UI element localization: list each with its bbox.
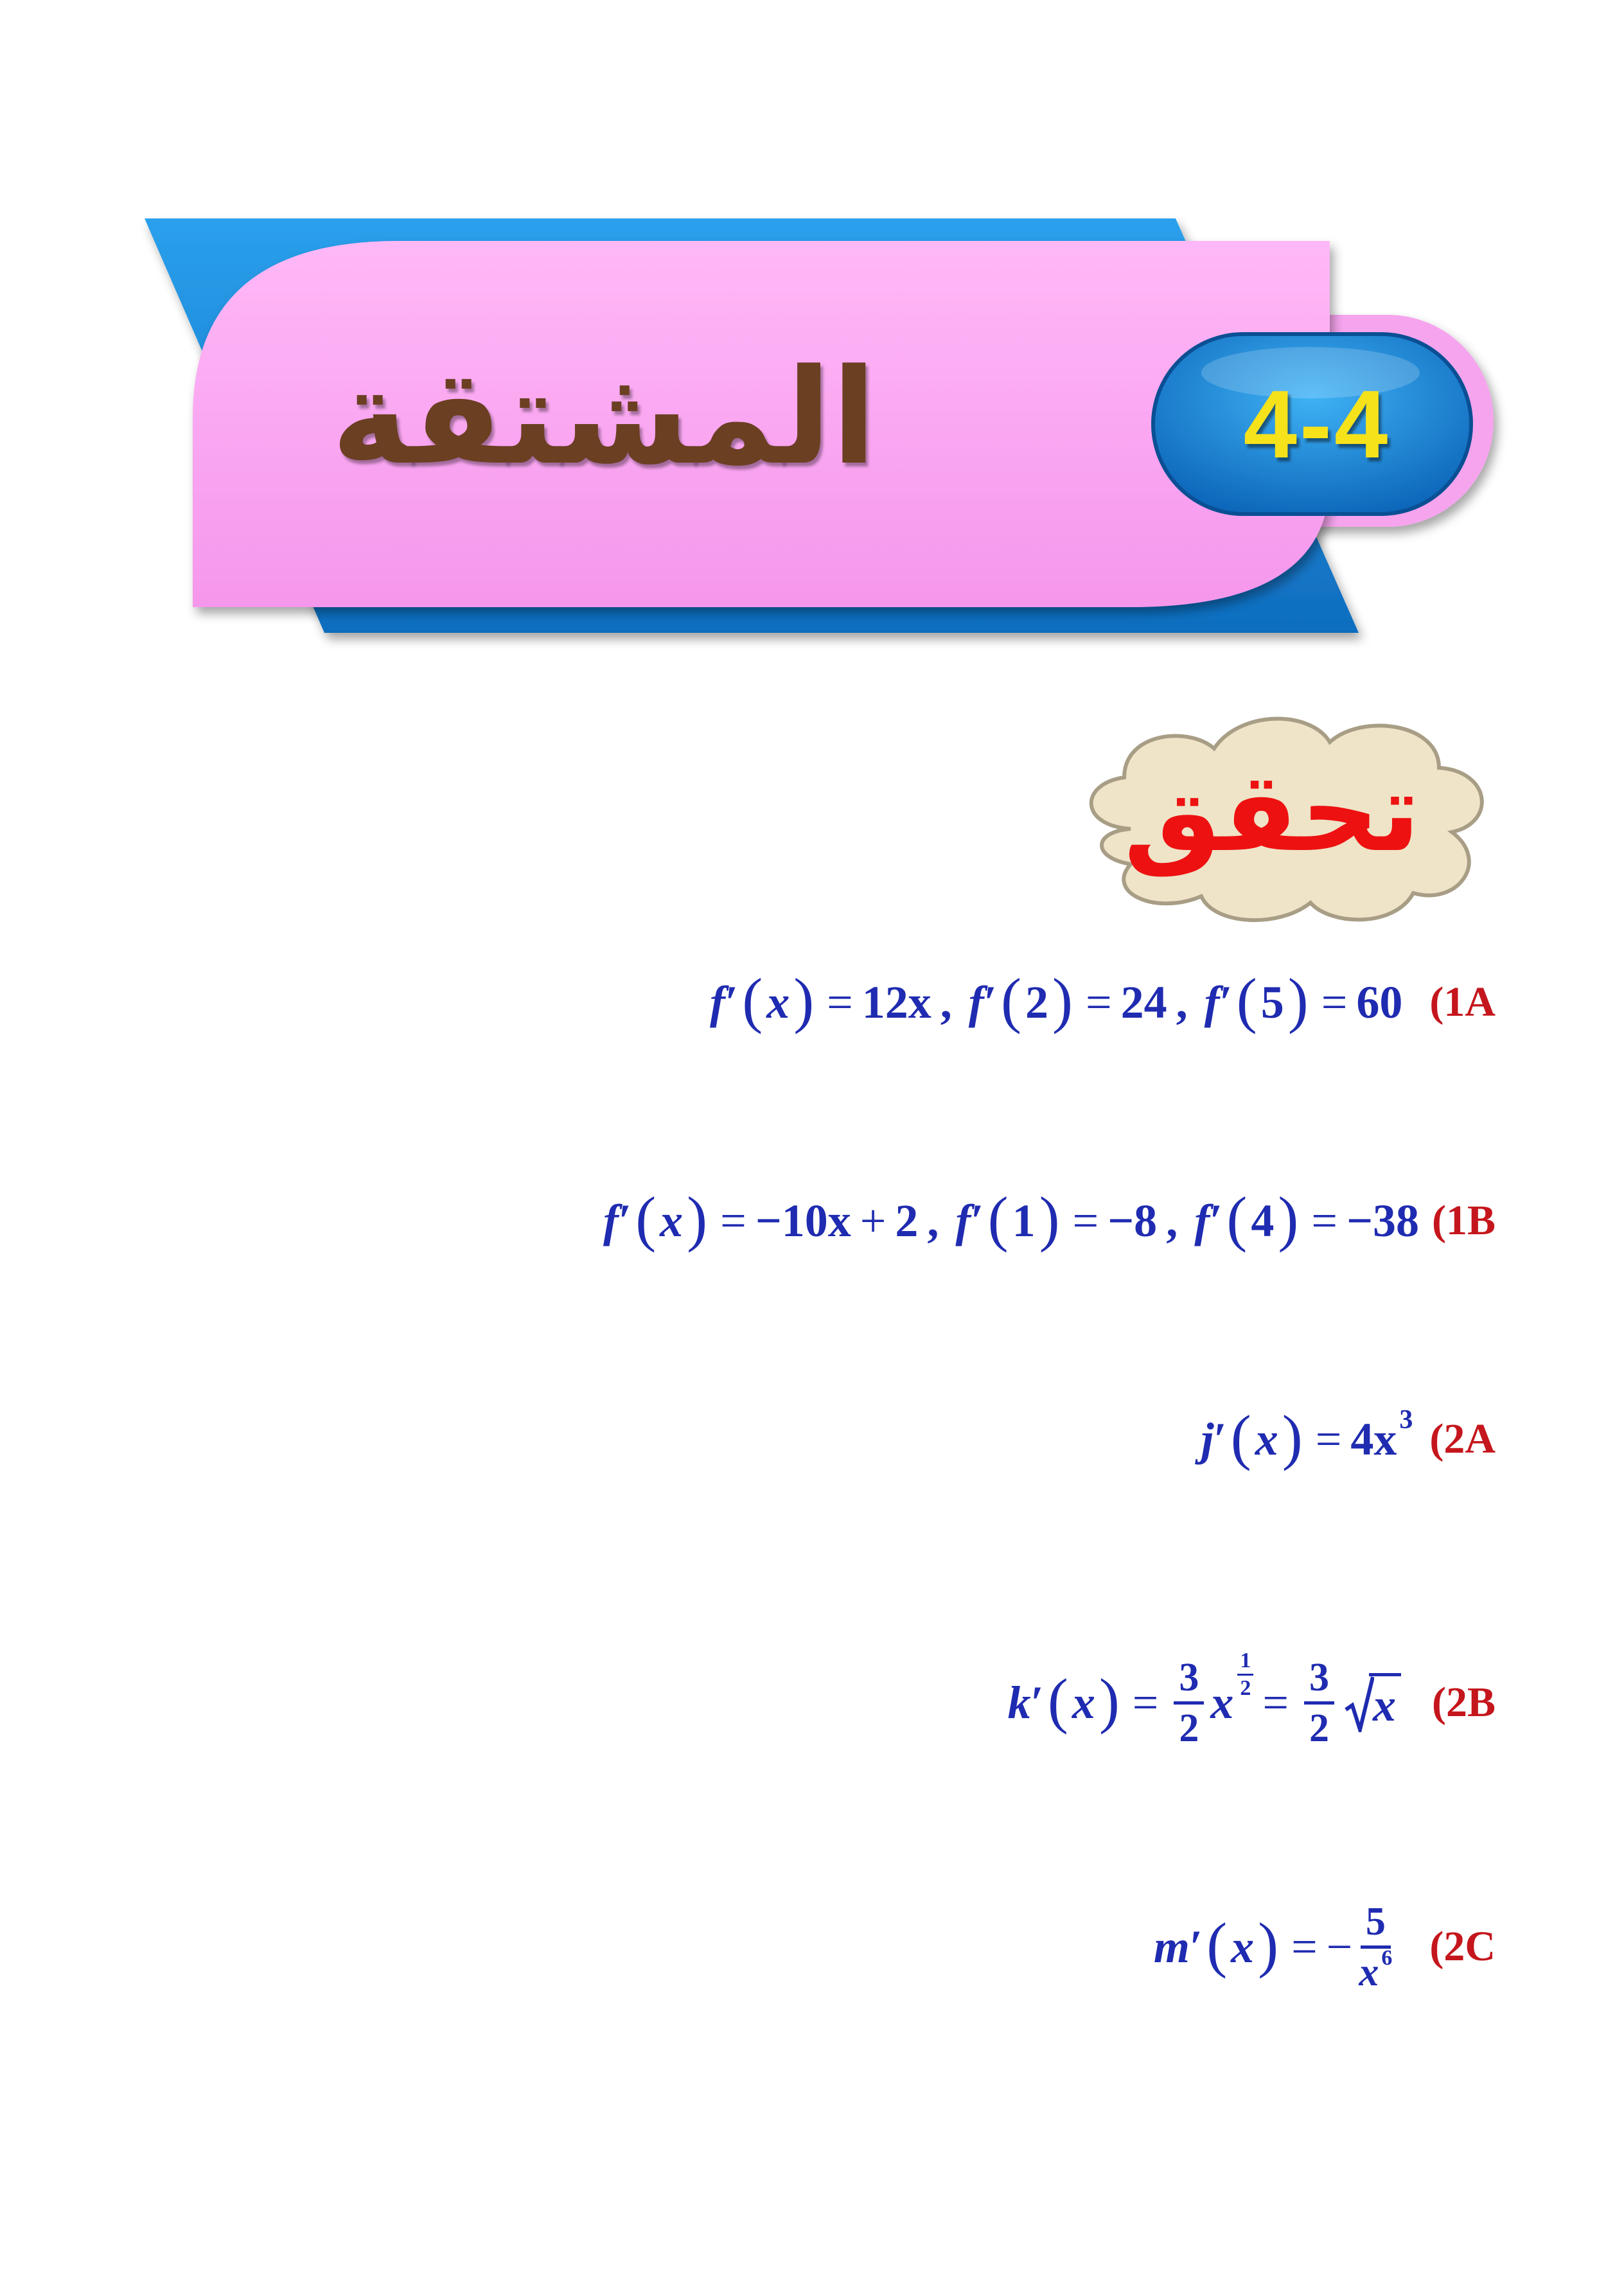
fraction — [1304, 1655, 1334, 1750]
exercise-1A — [710, 957, 1496, 1047]
paren: ( — [1226, 1183, 1248, 1253]
argument: 4 — [1251, 1194, 1275, 1246]
derivative-result: 4x — [1350, 1413, 1397, 1465]
fraction — [1174, 1655, 1204, 1750]
value: −38 — [1346, 1194, 1419, 1246]
comma: , — [1166, 1194, 1178, 1246]
lesson-number: 4-4 — [1243, 369, 1391, 478]
exercise-2C-expression — [1153, 1899, 1399, 1994]
plus-sign: + — [860, 1194, 887, 1246]
value: −8 — [1108, 1194, 1158, 1246]
exercise-2A — [1201, 1394, 1496, 1484]
equals-sign: = — [720, 1194, 746, 1246]
prime-mark: ′ — [971, 1194, 984, 1246]
variable: x — [660, 1194, 684, 1246]
prime-mark: ′ — [1210, 1194, 1223, 1246]
value: 24 — [1120, 976, 1167, 1028]
prime-mark: ′ — [725, 976, 739, 1028]
paren: ) — [1099, 1665, 1120, 1735]
argument: 1 — [1012, 1194, 1036, 1246]
func-name: f — [603, 1194, 619, 1246]
denominator-exponent: 6 — [1381, 1945, 1393, 1970]
exercise-2B-expression — [1007, 1648, 1401, 1750]
paren: ( — [742, 965, 763, 1034]
equals-sign: = — [827, 976, 853, 1028]
fraction-denominator: 2 — [1309, 1706, 1329, 1750]
exponent-denominator: 2 — [1240, 1676, 1251, 1700]
paren: ) — [1282, 1402, 1303, 1471]
prime-mark: ′ — [1219, 976, 1233, 1028]
exponent-fraction — [1237, 1650, 1253, 1699]
check-heading: تحقق — [1124, 749, 1420, 876]
prime-mark: ′ — [1189, 1920, 1203, 1972]
prime-mark: ′ — [1214, 1413, 1227, 1465]
func-name: f — [1204, 976, 1220, 1028]
exponent-numerator: 1 — [1237, 1650, 1253, 1676]
equals-sign: = — [1315, 1413, 1342, 1465]
argument: 5 — [1260, 976, 1284, 1028]
paren: ) — [1278, 1183, 1299, 1253]
derivative-result: 12x — [861, 976, 931, 1028]
func-name: j — [1201, 1413, 1214, 1465]
variable: x — [1231, 1920, 1255, 1972]
value: 60 — [1356, 976, 1403, 1028]
paren: ) — [1258, 1910, 1279, 1979]
variable: x — [766, 976, 790, 1028]
paren: ) — [793, 965, 815, 1034]
variable: x — [1072, 1676, 1095, 1728]
fraction-denominator: 2 — [1179, 1706, 1199, 1750]
func-name: f — [955, 1194, 971, 1246]
exercise-2B — [1008, 1645, 1496, 1760]
minus-sign: − — [1326, 1920, 1353, 1972]
paren: ( — [1047, 1665, 1068, 1735]
denominator-base: x — [1359, 1950, 1379, 1994]
lesson-title: المشتقة — [331, 341, 877, 494]
variable: x — [1255, 1413, 1278, 1465]
exercise-label: (1A — [1429, 979, 1496, 1025]
exercise-label: (1B — [1432, 1197, 1496, 1244]
comma: , — [1176, 976, 1188, 1028]
paren: ( — [1206, 1910, 1228, 1979]
paren: ( — [1236, 965, 1257, 1034]
fraction-denominator — [1359, 1945, 1393, 1994]
func-name: f — [710, 976, 725, 1028]
comma: , — [927, 1194, 939, 1246]
radicand: x — [1369, 1673, 1401, 1732]
prime-mark: ′ — [1030, 1676, 1044, 1728]
fraction — [1359, 1899, 1393, 1994]
exercise-2A-expression — [1201, 1404, 1413, 1475]
equals-sign: = — [1085, 976, 1112, 1028]
paren: ( — [987, 1183, 1009, 1253]
exercise-2C — [1154, 1889, 1496, 2005]
paren: ) — [1287, 965, 1309, 1034]
fraction-numerator: 5 — [1361, 1902, 1391, 1949]
fraction-numerator: 3 — [1174, 1658, 1204, 1705]
prime-mark: ′ — [618, 1194, 632, 1246]
exercise-1B — [603, 1176, 1496, 1266]
paren: ( — [1001, 965, 1021, 1034]
exponent: 3 — [1399, 1405, 1413, 1435]
func-name: f — [968, 976, 984, 1028]
comma: , — [940, 976, 952, 1028]
paren: ) — [1039, 1183, 1060, 1253]
func-name: k — [1007, 1676, 1031, 1728]
equals-sign: = — [1132, 1676, 1159, 1728]
paren: ) — [1052, 965, 1073, 1034]
argument: 2 — [1025, 976, 1048, 1028]
fraction-numerator: 3 — [1304, 1658, 1334, 1705]
exercise-1B-expression — [603, 1185, 1419, 1257]
exercise-label: (2C — [1429, 1923, 1496, 1970]
paren: ) — [687, 1183, 708, 1253]
paren: ( — [635, 1183, 657, 1253]
func-name: f — [1194, 1194, 1210, 1246]
base: x — [1210, 1676, 1234, 1728]
square-root — [1345, 1673, 1401, 1732]
func-name: m — [1153, 1920, 1190, 1972]
exercise-label: (2B — [1432, 1679, 1496, 1726]
equals-sign: = — [1311, 1194, 1337, 1246]
equals-sign: = — [1262, 1676, 1289, 1728]
paren: ( — [1230, 1402, 1251, 1471]
exercise-label: (2A — [1429, 1415, 1496, 1462]
derivative-term: −10x — [755, 1194, 851, 1246]
derivative-term: 2 — [895, 1194, 919, 1246]
equals-sign: = — [1321, 976, 1348, 1028]
prime-mark: ′ — [984, 976, 998, 1028]
exercise-1A-expression — [710, 967, 1402, 1038]
equals-sign: = — [1291, 1920, 1318, 1972]
equals-sign: = — [1072, 1194, 1099, 1246]
